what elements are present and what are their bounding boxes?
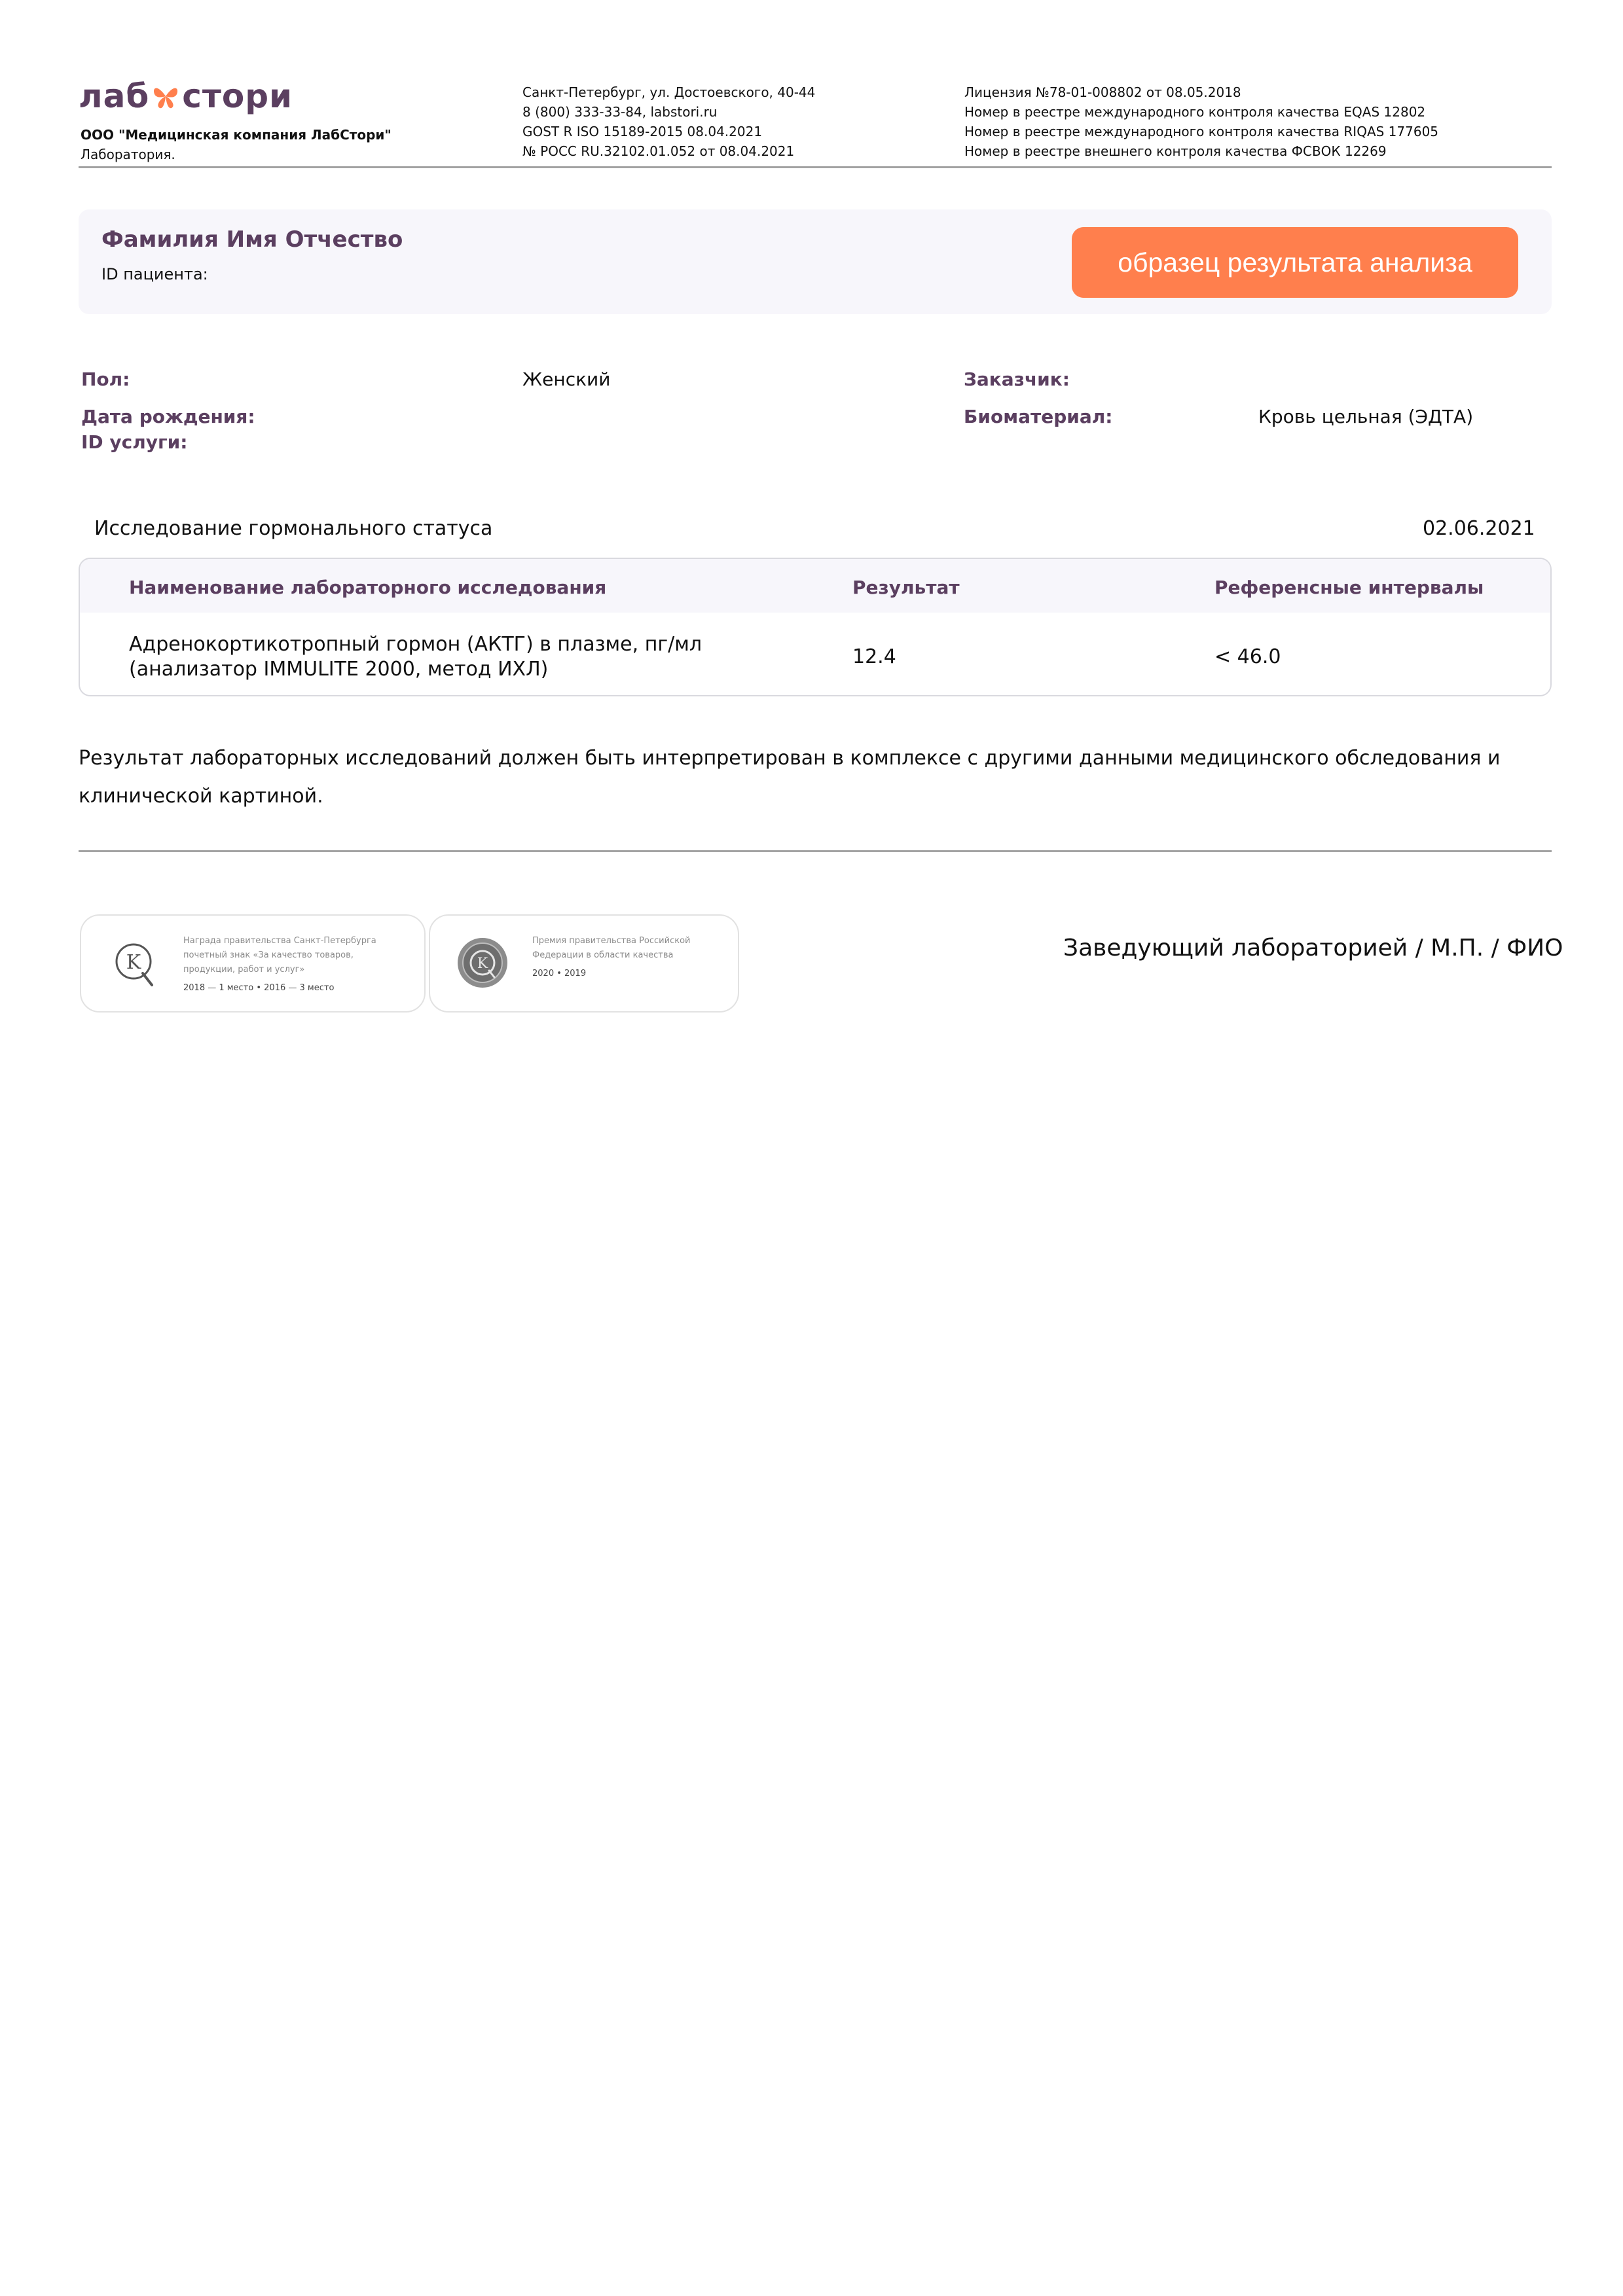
test-name — [129, 632, 702, 682]
birth-date-label: Дата рождения: — [81, 406, 255, 427]
header-divider — [79, 166, 1552, 168]
address-block — [522, 82, 815, 161]
butterfly-icon — [151, 81, 181, 111]
award-line: продукции, работ и услуг» — [183, 965, 305, 975]
patient-id-label: ID пациента: — [101, 265, 208, 283]
results-table — [79, 558, 1552, 696]
customer-label: Заказчик: — [964, 368, 1070, 390]
test-reference: < 46.0 — [1214, 645, 1281, 668]
sample-result-badge: образец результата анализа — [1072, 227, 1518, 298]
footer-divider — [79, 850, 1552, 852]
patient-name: Фамилия Имя Отчество — [101, 226, 403, 253]
license-block — [964, 82, 1438, 161]
award-text — [532, 934, 690, 981]
address-line: № РОСС RU.32102.01.052 от 08.04.2021 — [522, 143, 795, 159]
signature-line: Заведующий лабораторией / М.П. / ФИО — [1063, 935, 1563, 961]
license-line: Номер в реестре внешнего контроля качества ФСВОК 12269 — [964, 143, 1387, 159]
quality-medal-icon — [455, 935, 510, 990]
award-line: Премия правительства Российской — [532, 936, 691, 946]
service-id-label: ID услуги: — [81, 431, 188, 453]
logo-text-right: стори — [182, 77, 293, 115]
interpretation-note: Результат лабораторных исследований должен быть интерпретирован в комплексе с другими данными медицинского обследования и клинической картиной. — [79, 747, 1501, 808]
column-header-reference: Референсные интервалы — [1214, 577, 1484, 598]
license-line: Номер в реестре международного контроля качества RIQAS 177605 — [964, 124, 1439, 139]
logo-text-left: лаб — [79, 77, 150, 115]
sex-value: Женский — [522, 368, 611, 390]
study-date: 02.06.2021 — [1423, 517, 1535, 540]
award-years: 2020 • 2019 — [532, 969, 587, 978]
biomaterial-label: Биоматериал: — [964, 406, 1113, 427]
svg-text:K: K — [477, 956, 488, 972]
award-line: почетный знак «За качество товаров, — [183, 950, 354, 960]
column-header-name: Наименование лабораторного исследования — [129, 577, 607, 598]
table-header — [80, 559, 1550, 613]
sex-label: Пол: — [81, 368, 130, 390]
award-card — [429, 914, 739, 1013]
company-type: Лаборатория. — [81, 147, 175, 162]
award-card — [80, 914, 426, 1013]
svg-text:K: K — [126, 951, 141, 974]
company-name: ООО "Медицинская компания ЛабСтори" — [81, 127, 392, 143]
test-result: 12.4 — [852, 645, 896, 668]
address-line: GOST R ISO 15189-2015 08.04.2021 — [522, 124, 763, 139]
quality-mark-icon — [106, 935, 161, 990]
test-name-line: (анализатор IMMULITE 2000, метод ИХЛ) — [129, 658, 549, 681]
biomaterial-value: Кровь цельная (ЭДТА) — [1258, 406, 1474, 427]
award-years: 2018 — 1 место • 2016 — 3 место — [183, 983, 335, 993]
license-line: Лицензия №78-01-008802 от 08.05.2018 — [964, 84, 1241, 100]
address-line: Санкт-Петербург, ул. Достоевского, 40-44 — [522, 84, 816, 100]
test-name-line: Адренокортикотропный гормон (АКТГ) в плазме, пг/мл — [129, 633, 702, 656]
award-line: Федерации в области качества — [532, 950, 674, 960]
study-title: Исследование гормонального статуса — [94, 517, 493, 540]
award-text — [183, 934, 376, 996]
column-header-result: Результат — [852, 577, 960, 598]
labstori-logo — [79, 73, 293, 119]
license-line: Номер в реестре международного контроля качества EQAS 12802 — [964, 104, 1426, 120]
address-line: 8 (800) 333-33-84, labstori.ru — [522, 104, 718, 120]
award-line: Награда правительства Санкт-Петербурга — [183, 936, 376, 946]
